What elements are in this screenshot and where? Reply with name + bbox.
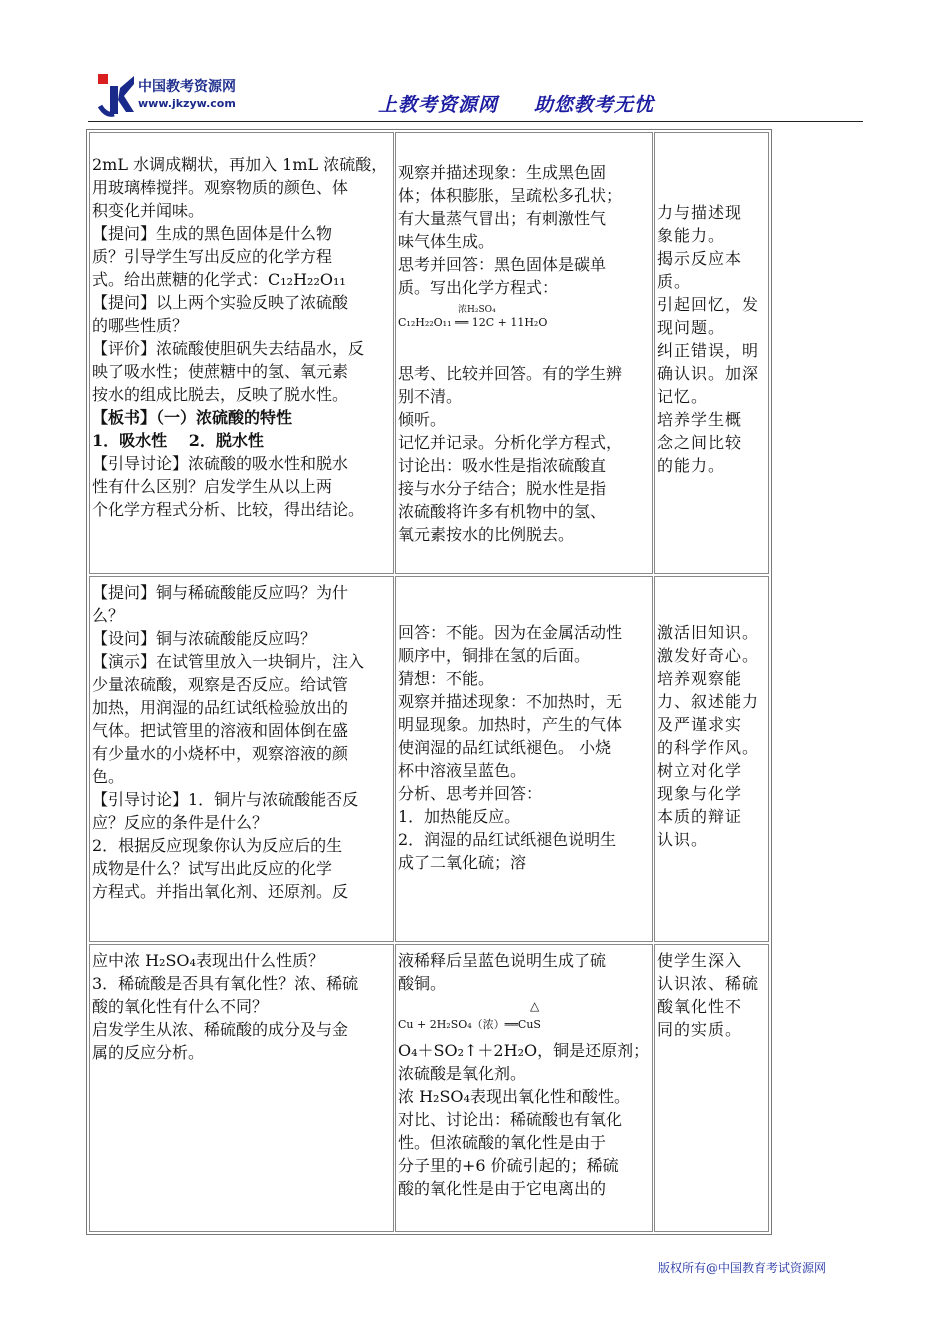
text-line: 【演示】在试管里放入一块铜片，注入: [92, 652, 365, 671]
text-line: 1．加热能反应。: [398, 807, 521, 826]
equation-text: Cu + 2H₂SO₄（浓）══CuS: [398, 1018, 541, 1031]
text-line: 【提问】生成的黑色固体是什么物: [92, 224, 333, 243]
text-line: 的科学作风。: [657, 738, 760, 757]
text-line: 【提问】以上两个实验反映了浓硫酸: [92, 293, 349, 312]
text-line: [398, 339, 650, 362]
text-line: 应？反应的条件是什么？: [92, 813, 269, 832]
header-divider: [88, 121, 863, 122]
text-line: 【引导讨论】1．铜片与浓硫酸能否反: [92, 790, 359, 809]
text-line: 的能力。: [657, 456, 726, 475]
text-line: 浓硫酸是氧化剂。: [398, 1064, 527, 1083]
text-line: 气体。把试管里的溶液和固体倒在盛: [92, 721, 349, 740]
text-line: 少量浓硫酸，观察是否反应。给试管: [92, 675, 349, 694]
text-line: 有少量水的小烧杯中，观察溶液的颜: [92, 744, 349, 763]
text-line: 及严谨求实: [657, 715, 743, 734]
text-line: 本质的辩证: [657, 807, 743, 826]
text-line: 记忆。: [657, 387, 709, 406]
text-line: 【设问】铜与浓硫酸能反应吗？: [92, 629, 317, 648]
row1-intent-cell: [654, 132, 769, 574]
text-line: 记忆并记录。分析化学方程式，: [398, 433, 623, 452]
text-line: 接与水分子结合；脱水性是指: [398, 479, 607, 498]
text-line: 成了二氧化硫；溶: [398, 853, 527, 872]
text-line: 分析、思考并回答：: [398, 784, 543, 803]
text-line: 激活旧知识。: [657, 623, 760, 642]
text-line: 2mL 水调成糊状，再加入 1mL 浓硫酸，: [92, 155, 388, 174]
lesson-plan-table: [86, 129, 772, 1235]
text-line: 现问题。: [657, 318, 726, 337]
equation-condition: 浓H₂SO₄: [458, 305, 496, 315]
text-line: 同的实质。: [657, 1020, 743, 1039]
text-line: 酸氧化性不: [657, 997, 743, 1016]
slogan-left: 上教考资源网: [378, 94, 499, 116]
text-line: 使润湿的品红试纸褪色。 小烧: [398, 738, 612, 757]
text-line: 性。但浓硫酸的氧化性是由于: [398, 1133, 607, 1152]
text-line: 念之间比较: [657, 433, 743, 452]
text-line: 顺序中，铜排在氢的后面。: [398, 646, 591, 665]
text-line: 认识。: [657, 830, 709, 849]
row3-teacher-cell: [89, 944, 394, 1232]
row1-teacher-cell: [89, 132, 394, 574]
text-line: 培养观察能: [657, 669, 743, 688]
text-line: O₄＋SO₂↑＋2H₂O，铜是还原剂；: [398, 1041, 650, 1060]
text-line: 色。: [92, 767, 125, 786]
text-line: 酸的氧化性是由于它电离出的: [398, 1179, 607, 1198]
text-line: 应中浓 H₂SO₄表现出什么性质？: [92, 951, 324, 970]
text-line: 【评价】浓硫酸使胆矾失去结晶水，反: [92, 339, 365, 358]
text-line: 体；体积膨胀，呈疏松多孔状；: [398, 186, 623, 205]
row3-intent-cell: [654, 944, 769, 1232]
text-line: 2．润湿的品红试纸褪色说明生: [398, 830, 617, 849]
row2-student-cell: [395, 576, 653, 942]
text-line: 按水的组成比脱去，反映了脱水性。: [92, 385, 349, 404]
jk-logo-icon: [96, 66, 136, 118]
text-line: 启发学生从浓、稀硫酸的成分及与金: [92, 1020, 349, 1039]
text-line: 使学生深入: [657, 951, 743, 970]
text-line: 引起回忆，发: [657, 295, 760, 314]
page-header: [88, 62, 863, 124]
text-line: 式。给出蔗糖的化学式：C₁₂H₂₂O₁₁: [92, 270, 346, 289]
board-items: 1．吸水性 2．脱水性: [92, 431, 264, 450]
text-line: 么？: [92, 606, 125, 625]
slogan-right: 助您教考无忧: [534, 94, 655, 116]
text-line: 的哪些性质？: [92, 316, 189, 335]
text-line: 回答：不能。因为在金属活动性: [398, 623, 623, 642]
text-line: 激发好奇心。: [657, 646, 760, 665]
text-line: 力与描述现: [657, 203, 743, 222]
text-line: 杯中溶液呈蓝色。: [398, 761, 527, 780]
site-slogan: [378, 90, 690, 117]
text-line: 思考、比较并回答。有的学生辨: [398, 364, 623, 383]
text-line: 认识浓、稀硫: [657, 974, 760, 993]
text-line: 酸铜。: [398, 974, 447, 993]
text-line: 揭示反应本: [657, 249, 743, 268]
text-line: 方程式。并指出氧化剂、还原剂。反: [92, 882, 349, 901]
text-line: 积变化并闻味。: [92, 201, 205, 220]
text-line: 属的反应分析。: [92, 1043, 205, 1062]
row2-teacher-cell: [89, 576, 394, 942]
copyright-footer: 版权所有@中国教育考试资源网: [658, 1261, 827, 1275]
text-line: 氧元素按水的比例脱去。: [398, 525, 575, 544]
site-url[interactable]: www.jkzyw.com: [138, 97, 236, 110]
text-line: 力、叙述能力: [657, 692, 760, 711]
text-line: 加热，用润湿的品红试纸检验放出的: [92, 698, 349, 717]
text-line: 确认识。加深: [657, 364, 760, 383]
row1-student-cell: [395, 132, 653, 574]
copper-equation: [398, 995, 650, 1039]
equation-text: C₁₂H₂₂O₁₁ ══ 12C + 11H₂O: [398, 316, 548, 329]
text-line: 液稀释后呈蓝色说明生成了硫: [398, 951, 607, 970]
text-line: 【提问】铜与稀硫酸能反应吗？为什: [92, 583, 349, 602]
text-line: 2．根据反应现象你认为反应后的生: [92, 836, 343, 855]
text-line: 现象与化学: [657, 784, 743, 803]
text-line: 思考并回答：黑色固体是碳单: [398, 255, 607, 274]
text-line: 性有什么区别？启发学生从以上两: [92, 477, 333, 496]
text-line: 个化学方程式分析、比较，得出结论。: [92, 500, 365, 519]
row2-intent-cell: [654, 576, 769, 942]
text-line: 【引导讨论】浓硫酸的吸水性和脱水: [92, 454, 349, 473]
text-line: 象能力。: [657, 226, 726, 245]
text-line: 培养学生概: [657, 410, 743, 429]
heat-symbol: △: [530, 999, 540, 1013]
site-name: 中国教考资源网: [138, 79, 236, 95]
text-line: 树立对化学: [657, 761, 743, 780]
text-line: 质？引导学生写出反应的化学方程: [92, 247, 333, 266]
text-line: 质。写出化学方程式：: [398, 278, 559, 297]
text-line: 用玻璃棒搅拌。观察物质的颜色、体: [92, 178, 349, 197]
text-line: 浓 H₂SO₄表现出氧化性和酸性。: [398, 1087, 630, 1106]
text-line: 成物是什么？试写出此反应的化学: [92, 859, 333, 878]
text-line: 倾听。: [398, 410, 447, 429]
text-line: 有大量蒸气冒出；有刺激性气: [398, 209, 607, 228]
text-line: 别不清。: [398, 387, 463, 406]
text-line: 味气体生成。: [398, 232, 495, 251]
text-line: 猜想：不能。: [398, 669, 495, 688]
text-line: 映了吸水性；使蔗糖中的氢、氧元素: [92, 362, 349, 381]
text-line: 讨论出：吸水性是指浓硫酸直: [398, 456, 607, 475]
text-line: 观察并描述现象：生成黑色固: [398, 163, 607, 182]
row3-student-cell: [395, 944, 653, 1232]
text-line: 观察并描述现象：不加热时，无: [398, 692, 623, 711]
text-line: 3．稀硫酸是否具有氧化性？浓、稀硫: [92, 974, 359, 993]
sucrose-equation: [398, 299, 650, 339]
text-line: 对比、讨论出：稀硫酸也有氧化: [398, 1110, 623, 1129]
text-line: 浓硫酸将许多有机物中的氢、: [398, 502, 607, 521]
board-heading: 【板书】（一）浓硫酸的特性: [92, 408, 293, 427]
text-line: 酸的氧化性有什么不同？: [92, 997, 269, 1016]
text-line: 分子里的+6 价硫引起的；稀硫: [398, 1156, 619, 1175]
text-line: 纠正错误，明: [657, 341, 760, 360]
text-line: 明显现象。加热时，产生的气体: [398, 715, 623, 734]
text-line: 质。: [657, 272, 692, 291]
